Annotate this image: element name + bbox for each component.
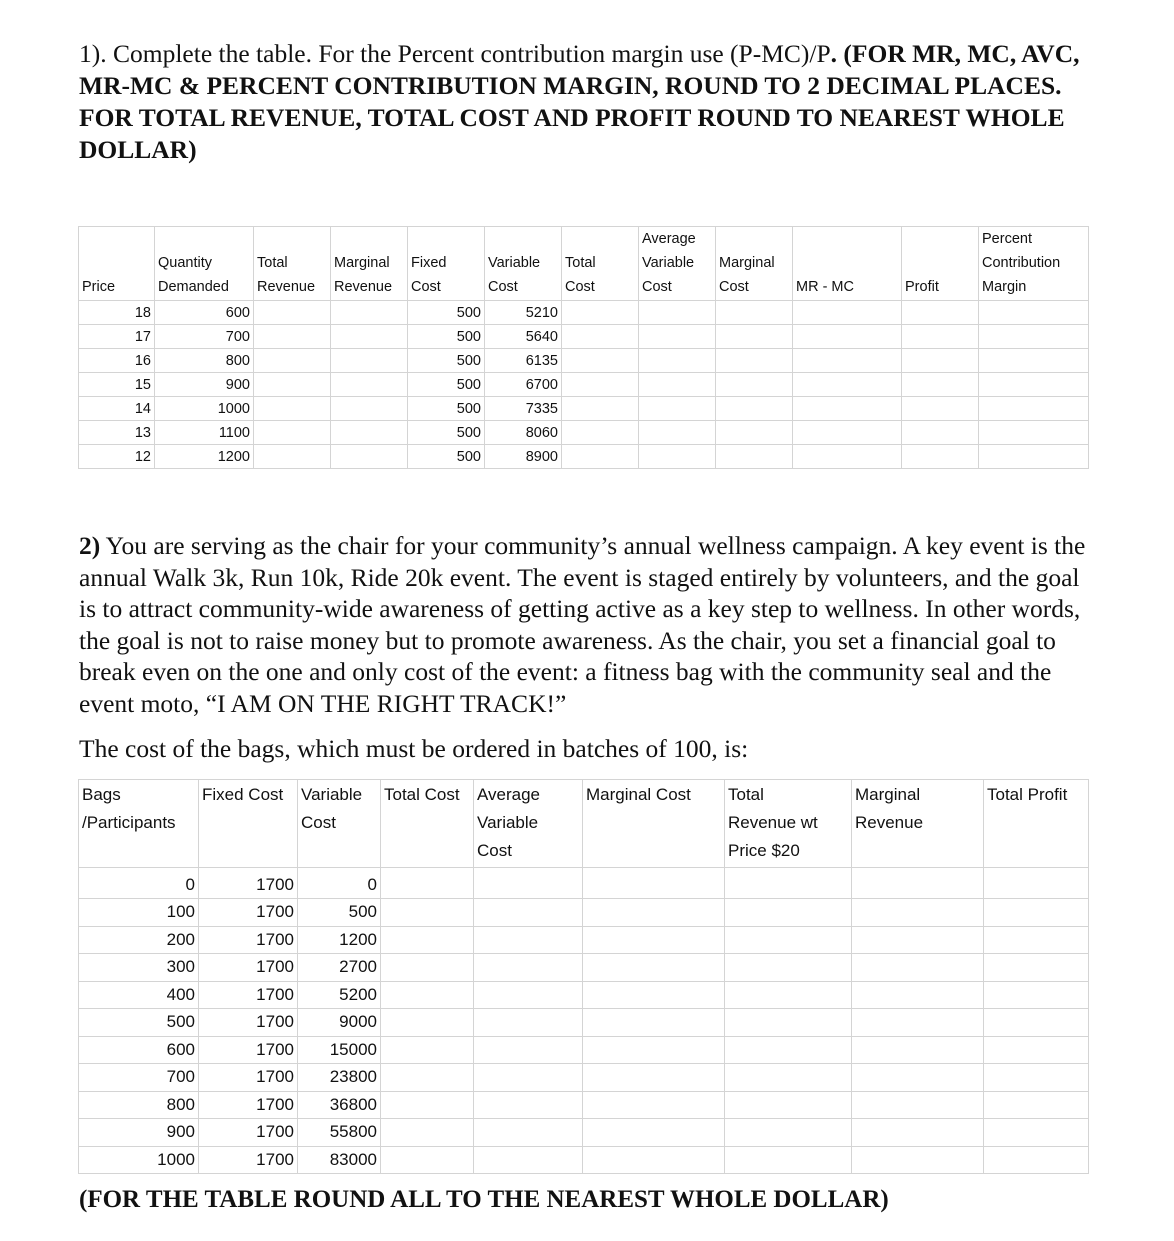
total-cost-cell — [381, 1036, 474, 1064]
marginal-cost-cell — [716, 397, 793, 421]
header-total-cost-line: Cost — [565, 279, 595, 295]
total-revenue-cell — [254, 373, 331, 397]
price-cell: 18 — [79, 301, 155, 325]
header-price-line: Price — [82, 279, 116, 295]
marginal-revenue-cell — [331, 301, 408, 325]
average-variable-cost-cell — [639, 397, 716, 421]
question-1 — [79, 38, 1089, 166]
header-total-cost-line: Total Cost — [384, 785, 460, 804]
marginal-revenue-cell — [852, 981, 984, 1009]
header-total-profit-line: Total Profit — [987, 785, 1068, 804]
total-cost-cell — [381, 1091, 474, 1119]
header-fixed-cost — [408, 227, 485, 301]
marginal-cost-cell — [716, 421, 793, 445]
total-revenue-cell — [725, 1036, 852, 1064]
fixed-cost-cell: 1700 — [199, 1119, 298, 1147]
profit-cell — [902, 301, 979, 325]
header-variable-cost-line: Variable — [301, 785, 363, 804]
header-mr-minus-mc-line: MR - MC — [796, 279, 854, 295]
total-profit-cell — [984, 899, 1089, 927]
total-cost-cell — [562, 397, 639, 421]
fixed-cost-cell: 1700 — [199, 899, 298, 927]
total-cost-cell — [381, 1009, 474, 1037]
bags-cell: 300 — [79, 954, 199, 982]
variable-cost-cell: 6700 — [485, 373, 562, 397]
fixed-cost-cell: 500 — [408, 325, 485, 349]
bags-cell: 500 — [79, 1009, 199, 1037]
total-profit-cell — [984, 954, 1089, 982]
quantity-demanded-cell: 1200 — [155, 445, 254, 469]
table-row — [79, 1146, 1089, 1174]
total-cost-cell — [381, 954, 474, 982]
marginal-revenue-cell — [852, 954, 984, 982]
total-profit-cell — [984, 1036, 1089, 1064]
header-marginal-revenue-line: Marginal — [855, 785, 921, 804]
marginal-revenue-cell — [852, 899, 984, 927]
header-fixed-cost-line: Fixed — [411, 255, 447, 271]
fixed-cost-cell: 1700 — [199, 954, 298, 982]
total-profit-cell — [984, 926, 1089, 954]
mr-minus-mc-cell — [793, 397, 902, 421]
total-cost-cell — [562, 373, 639, 397]
header-average-variable-cost-line: Cost — [642, 279, 672, 295]
marginal-revenue-cell — [331, 445, 408, 469]
fixed-cost-cell: 1700 — [199, 1009, 298, 1037]
header-marginal-revenue-line: Revenue — [855, 813, 924, 832]
average-variable-cost-cell — [474, 868, 583, 899]
marginal-cost-cell — [583, 899, 725, 927]
total-revenue-cell — [725, 954, 852, 982]
header-variable-cost-line: Cost — [301, 813, 336, 832]
total-cost-cell — [381, 868, 474, 899]
total-revenue-cell — [254, 445, 331, 469]
header-average-variable-cost — [474, 780, 583, 868]
price-cell: 13 — [79, 421, 155, 445]
average-variable-cost-cell — [639, 445, 716, 469]
header-average-variable-cost-line: Average — [642, 231, 696, 247]
header-marginal-revenue-line: Revenue — [334, 279, 393, 295]
profit-cell — [902, 349, 979, 373]
table-row — [79, 981, 1089, 1009]
header-bags-participants-line: /Participants — [82, 813, 176, 832]
bags-cell: 900 — [79, 1119, 199, 1147]
table-row — [79, 397, 1089, 421]
marginal-revenue-cell — [852, 1119, 984, 1147]
header-percent-contribution-margin-line: Margin — [982, 279, 1027, 295]
marginal-revenue-cell — [331, 373, 408, 397]
fixed-cost-cell: 500 — [408, 301, 485, 325]
header-fixed-cost-line: Fixed Cost — [202, 785, 284, 804]
total-revenue-cell — [254, 397, 331, 421]
header-total-revenue — [725, 780, 852, 868]
marginal-revenue-cell — [331, 421, 408, 445]
fixed-cost-cell: 1700 — [199, 1146, 298, 1174]
rounding-note: (FOR THE TABLE ROUND ALL TO THE NEAREST WHOLE DOLLAR) — [79, 1186, 889, 1213]
marginal-cost-cell — [716, 445, 793, 469]
table-row — [79, 1009, 1089, 1037]
marginal-revenue-cell — [852, 1091, 984, 1119]
header-total-cost — [381, 780, 474, 868]
total-revenue-cell — [725, 1091, 852, 1119]
marginal-cost-cell — [583, 1091, 725, 1119]
percent-contribution-margin-cell — [979, 397, 1089, 421]
marginal-cost-cell — [583, 1036, 725, 1064]
question-1-rounding-rules: . (FOR MR, MC, AVC, MR-MC & PERCENT CONTRIBUTION MARGIN, ROUND TO 2 DECIMAL PLACES. FOR TOTAL REVENUE, TOTAL COST AND PROFIT ROUND TO NEAREST WHOLE DOLLAR) — [79, 39, 1080, 164]
total-revenue-cell — [254, 325, 331, 349]
marginal-cost-cell — [583, 1119, 725, 1147]
average-variable-cost-cell — [474, 1009, 583, 1037]
variable-cost-cell: 55800 — [298, 1119, 381, 1147]
header-profit-line: Profit — [905, 279, 939, 295]
total-cost-cell — [381, 1146, 474, 1174]
average-variable-cost-cell — [639, 373, 716, 397]
header-marginal-revenue-line: Marginal — [334, 255, 390, 271]
header-mr-minus-mc — [793, 227, 902, 301]
table-row — [79, 1119, 1089, 1147]
profit-cell — [902, 445, 979, 469]
header-profit — [902, 227, 979, 301]
fixed-cost-cell: 1700 — [199, 1036, 298, 1064]
price-cell: 17 — [79, 325, 155, 349]
average-variable-cost-cell — [474, 1091, 583, 1119]
profit-cell — [902, 397, 979, 421]
header-total-revenue — [254, 227, 331, 301]
mr-minus-mc-cell — [793, 421, 902, 445]
fixed-cost-cell: 500 — [408, 397, 485, 421]
profit-cell — [902, 421, 979, 445]
total-cost-cell — [562, 349, 639, 373]
table-row — [79, 926, 1089, 954]
marginal-revenue-cell — [852, 868, 984, 899]
table-header-row — [79, 227, 1089, 301]
average-variable-cost-cell — [474, 1119, 583, 1147]
quantity-demanded-cell: 900 — [155, 373, 254, 397]
fixed-cost-cell: 500 — [408, 445, 485, 469]
header-marginal-cost-line: Marginal — [719, 255, 775, 271]
percent-contribution-margin-cell — [979, 301, 1089, 325]
total-cost-cell — [381, 1064, 474, 1092]
total-revenue-cell — [725, 981, 852, 1009]
fixed-cost-cell: 1700 — [199, 1091, 298, 1119]
bags-cell: 200 — [79, 926, 199, 954]
price-cell: 16 — [79, 349, 155, 373]
fixed-cost-cell: 500 — [408, 421, 485, 445]
header-quantity-demanded — [155, 227, 254, 301]
percent-contribution-margin-cell — [979, 445, 1089, 469]
fixed-cost-cell: 500 — [408, 373, 485, 397]
percent-contribution-margin-cell — [979, 421, 1089, 445]
marginal-cost-cell — [583, 981, 725, 1009]
table-header-row — [79, 780, 1089, 868]
percent-contribution-margin-cell — [979, 373, 1089, 397]
marginal-revenue-cell — [852, 1064, 984, 1092]
total-revenue-cell — [725, 899, 852, 927]
percent-contribution-margin-cell — [979, 349, 1089, 373]
price-quantity-table — [78, 226, 1089, 469]
quantity-demanded-cell: 1000 — [155, 397, 254, 421]
variable-cost-cell: 500 — [298, 899, 381, 927]
header-total-revenue-line: Revenue — [257, 279, 316, 295]
marginal-cost-cell — [716, 373, 793, 397]
total-revenue-cell — [725, 1119, 852, 1147]
header-marginal-revenue — [852, 780, 984, 868]
header-bags-participants — [79, 780, 199, 868]
header-bags-participants-line: Bags — [82, 785, 121, 804]
marginal-cost-cell — [716, 325, 793, 349]
total-profit-cell — [984, 1119, 1089, 1147]
total-cost-cell — [381, 981, 474, 1009]
average-variable-cost-cell — [474, 899, 583, 927]
price-cell: 14 — [79, 397, 155, 421]
table-row — [79, 1036, 1089, 1064]
header-variable-cost-line: Variable — [488, 255, 541, 271]
total-revenue-cell — [725, 868, 852, 899]
total-cost-cell — [562, 421, 639, 445]
quantity-demanded-cell: 700 — [155, 325, 254, 349]
average-variable-cost-cell — [474, 981, 583, 1009]
total-revenue-cell — [725, 926, 852, 954]
header-fixed-cost — [199, 780, 298, 868]
table-row — [79, 1064, 1089, 1092]
variable-cost-cell: 23800 — [298, 1064, 381, 1092]
price-cell: 12 — [79, 445, 155, 469]
total-cost-cell — [381, 1119, 474, 1147]
variable-cost-cell: 8900 — [485, 445, 562, 469]
header-total-revenue-line: Total — [257, 255, 288, 271]
table-row — [79, 373, 1089, 397]
header-marginal-cost — [716, 227, 793, 301]
question-2-scenario: You are serving as the chair for your community’s annual wellness campaign. A key event is the annual Walk 3k, Run 10k, Ride 20k event. The event is staged entirely by volunteers, and the goal is to attract community-wide awareness of getting active as a key step to wellness. In other words, the goal is not to raise money but to promote awareness. As the chair, you set a financial goal to break even on the one and only cost of the event: a fitness bag with the community seal and the event moto, “I AM ON THE RIGHT TRACK!” — [79, 531, 1086, 718]
header-percent-contribution-margin-line: Percent — [982, 231, 1032, 247]
marginal-revenue-cell — [331, 325, 408, 349]
total-profit-cell — [984, 981, 1089, 1009]
variable-cost-cell: 0 — [298, 868, 381, 899]
quantity-demanded-cell: 800 — [155, 349, 254, 373]
average-variable-cost-cell — [474, 1036, 583, 1064]
variable-cost-cell: 5640 — [485, 325, 562, 349]
variable-cost-cell: 7335 — [485, 397, 562, 421]
header-average-variable-cost-line: Average — [477, 785, 541, 804]
table-row — [79, 899, 1089, 927]
table-row — [79, 1091, 1089, 1119]
bags-cell: 1000 — [79, 1146, 199, 1174]
marginal-revenue-cell — [331, 349, 408, 373]
total-cost-cell — [562, 445, 639, 469]
marginal-cost-cell — [583, 926, 725, 954]
table-row — [79, 325, 1089, 349]
average-variable-cost-cell — [639, 349, 716, 373]
header-variable-cost-line: Cost — [488, 279, 518, 295]
marginal-cost-cell — [716, 301, 793, 325]
variable-cost-cell: 15000 — [298, 1036, 381, 1064]
total-revenue-cell — [254, 301, 331, 325]
header-marginal-revenue — [331, 227, 408, 301]
marginal-cost-cell — [716, 349, 793, 373]
total-cost-cell — [562, 325, 639, 349]
bag-cost-table — [78, 779, 1089, 1174]
profit-cell — [902, 373, 979, 397]
average-variable-cost-cell — [474, 1064, 583, 1092]
header-total-profit — [984, 780, 1089, 868]
header-total-revenue-line: Price $20 — [728, 841, 800, 860]
header-percent-contribution-margin-line: Contribution — [982, 255, 1061, 271]
marginal-cost-cell — [583, 1064, 725, 1092]
table-row — [79, 445, 1089, 469]
marginal-revenue-cell — [852, 926, 984, 954]
fixed-cost-cell: 1700 — [199, 868, 298, 899]
question-2-number: 2) — [79, 531, 101, 560]
total-revenue-cell — [254, 421, 331, 445]
total-cost-cell — [381, 899, 474, 927]
average-variable-cost-cell — [639, 325, 716, 349]
average-variable-cost-cell — [639, 301, 716, 325]
total-revenue-cell — [725, 1064, 852, 1092]
bags-cell: 400 — [79, 981, 199, 1009]
variable-cost-cell: 6135 — [485, 349, 562, 373]
total-profit-cell — [984, 1064, 1089, 1092]
header-average-variable-cost-line: Variable — [642, 255, 695, 271]
marginal-cost-cell — [583, 1146, 725, 1174]
total-profit-cell — [984, 1091, 1089, 1119]
marginal-revenue-cell — [852, 1036, 984, 1064]
mr-minus-mc-cell — [793, 349, 902, 373]
average-variable-cost-cell — [474, 926, 583, 954]
bags-cell: 100 — [79, 899, 199, 927]
mr-minus-mc-cell — [793, 325, 902, 349]
average-variable-cost-cell — [639, 421, 716, 445]
table-row — [79, 421, 1089, 445]
table-row — [79, 954, 1089, 982]
header-average-variable-cost-line: Cost — [477, 841, 512, 860]
price-cell: 15 — [79, 373, 155, 397]
marginal-revenue-cell — [852, 1146, 984, 1174]
question-2 — [79, 530, 1089, 719]
total-revenue-cell — [725, 1009, 852, 1037]
bags-cell: 700 — [79, 1064, 199, 1092]
question-1-number: 1). — [79, 39, 113, 68]
variable-cost-cell: 5200 — [298, 981, 381, 1009]
marginal-revenue-cell — [331, 397, 408, 421]
variable-cost-cell: 83000 — [298, 1146, 381, 1174]
fixed-cost-cell: 1700 — [199, 926, 298, 954]
quantity-demanded-cell: 1100 — [155, 421, 254, 445]
fixed-cost-cell: 500 — [408, 349, 485, 373]
header-quantity-demanded-line: Quantity — [158, 255, 212, 271]
header-fixed-cost-line: Cost — [411, 279, 441, 295]
variable-cost-cell: 8060 — [485, 421, 562, 445]
marginal-cost-cell — [583, 954, 725, 982]
variable-cost-cell: 5210 — [485, 301, 562, 325]
total-cost-cell — [562, 301, 639, 325]
header-average-variable-cost — [639, 227, 716, 301]
marginal-cost-cell — [583, 1009, 725, 1037]
total-profit-cell — [984, 868, 1089, 899]
total-profit-cell — [984, 1146, 1089, 1174]
marginal-cost-cell — [583, 868, 725, 899]
bags-cell: 600 — [79, 1036, 199, 1064]
header-average-variable-cost-line: Variable — [477, 813, 539, 832]
header-percent-contribution-margin — [979, 227, 1089, 301]
table-row — [79, 301, 1089, 325]
average-variable-cost-cell — [474, 954, 583, 982]
fixed-cost-cell: 1700 — [199, 981, 298, 1009]
total-cost-cell — [381, 926, 474, 954]
variable-cost-cell: 9000 — [298, 1009, 381, 1037]
header-marginal-cost-line: Marginal Cost — [586, 785, 691, 804]
header-total-cost-line: Total — [565, 255, 596, 271]
percent-contribution-margin-cell — [979, 325, 1089, 349]
question-1-instructions: Complete the table. For the Percent contribution margin use (P-MC)/P — [113, 39, 831, 68]
total-revenue-cell — [725, 1146, 852, 1174]
table-row — [79, 868, 1089, 899]
fixed-cost-cell: 1700 — [199, 1064, 298, 1092]
variable-cost-cell: 36800 — [298, 1091, 381, 1119]
header-marginal-cost-line: Cost — [719, 279, 749, 295]
variable-cost-cell: 2700 — [298, 954, 381, 982]
profit-cell — [902, 325, 979, 349]
marginal-revenue-cell — [852, 1009, 984, 1037]
bags-cell: 0 — [79, 868, 199, 899]
average-variable-cost-cell — [474, 1146, 583, 1174]
table-row — [79, 349, 1089, 373]
header-total-revenue-line: Total — [728, 785, 764, 804]
header-total-cost — [562, 227, 639, 301]
header-variable-cost — [485, 227, 562, 301]
total-revenue-cell — [254, 349, 331, 373]
total-profit-cell — [984, 1009, 1089, 1037]
bags-cell: 800 — [79, 1091, 199, 1119]
variable-cost-cell: 1200 — [298, 926, 381, 954]
header-total-revenue-line: Revenue wt — [728, 813, 818, 832]
header-marginal-cost — [583, 780, 725, 868]
header-quantity-demanded-line: Demanded — [158, 279, 229, 295]
header-price — [79, 227, 155, 301]
quantity-demanded-cell: 600 — [155, 301, 254, 325]
header-variable-cost — [298, 780, 381, 868]
bag-cost-intro: The cost of the bags, which must be ordered in batches of 100, is: — [79, 734, 749, 763]
mr-minus-mc-cell — [793, 373, 902, 397]
mr-minus-mc-cell — [793, 445, 902, 469]
mr-minus-mc-cell — [793, 301, 902, 325]
